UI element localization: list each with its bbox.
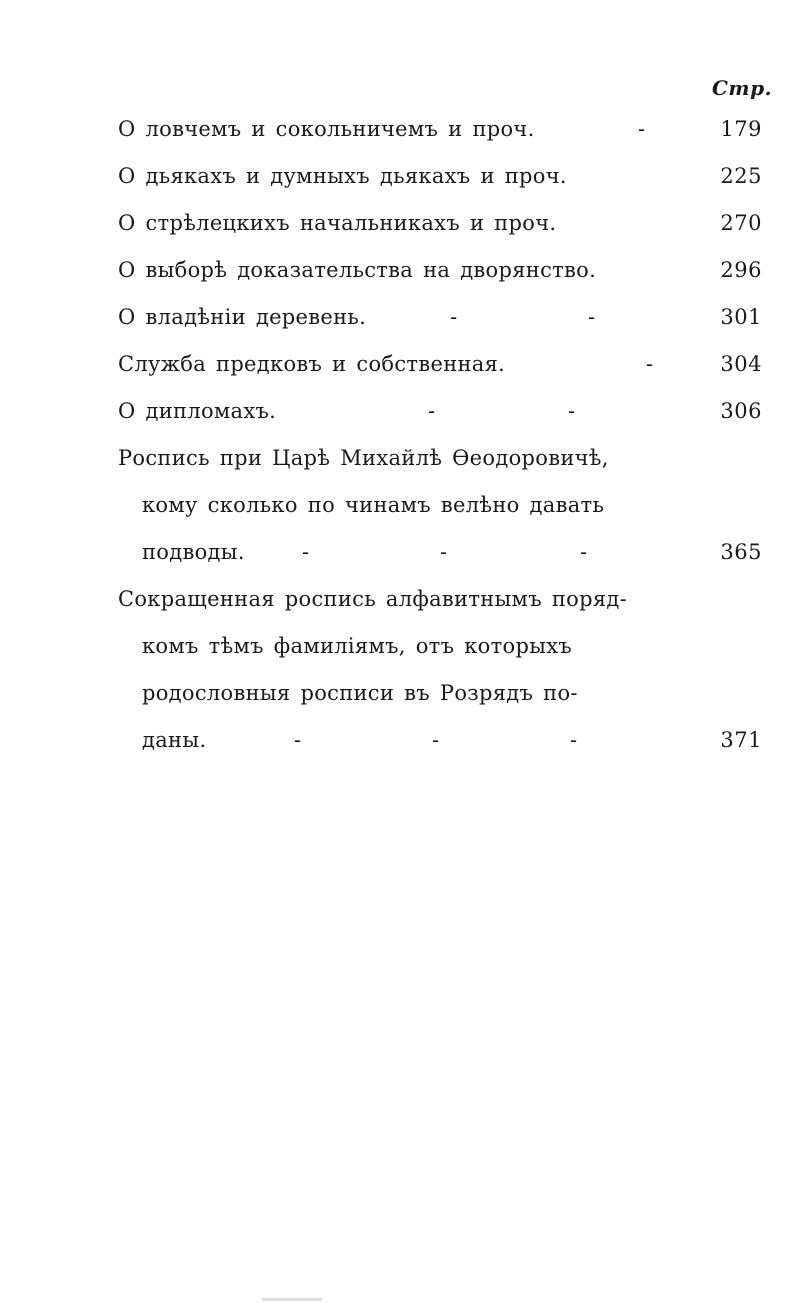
leader-dash: - [450, 305, 458, 329]
leader-dash: - [638, 117, 646, 141]
toc-page-number: 365 [720, 540, 762, 564]
table-of-contents [118, 106, 768, 764]
toc-entry-сокращенная-line-1 [118, 576, 768, 623]
toc-entry-title-continued: кому сколько по чинамъ велѣно давать [142, 493, 605, 517]
leader-dash: - [432, 728, 440, 752]
toc-entry-title-continued: подводы. [142, 540, 245, 564]
leader-dash: - [570, 728, 578, 752]
toc-page-number: 371 [720, 728, 762, 752]
leader-dash: - [440, 540, 448, 564]
leader-dash: - [568, 399, 576, 423]
toc-page-number: 306 [720, 399, 762, 423]
toc-entry-дипломы [118, 388, 768, 435]
toc-entry-title: О стрѣлецкихъ начальникахъ и проч. [118, 211, 557, 235]
leader-dash: - [294, 728, 302, 752]
page-bottom-mark [262, 1298, 322, 1301]
page-column-label: Стр. [712, 76, 773, 100]
leader-dash: - [580, 540, 588, 564]
toc-page-number: 179 [720, 117, 762, 141]
toc-entry-деревни [118, 294, 768, 341]
toc-entry-title: О дьякахъ и думныхъ дьякахъ и проч. [118, 164, 567, 188]
toc-page-number: 296 [720, 258, 762, 282]
toc-entry-дворянство [118, 247, 768, 294]
leader-dash: - [302, 540, 310, 564]
toc-entry-роспись-line-2 [118, 482, 768, 529]
toc-entry-служба [118, 341, 768, 388]
toc-entry-title: Сокращенная роспись алфавитнымъ поряд- [118, 587, 627, 611]
leader-dash: - [588, 305, 596, 329]
toc-entry-title: О ловчемъ и сокольничемъ и проч. [118, 117, 535, 141]
toc-page-number: 225 [720, 164, 762, 188]
toc-entry-title: Роспись при Царѣ Михайлѣ Ѳеодоровичѣ, [118, 446, 609, 470]
toc-entry-стрельцы [118, 200, 768, 247]
toc-entry-title-continued: родословныя росписи въ Розрядъ по- [142, 681, 578, 705]
toc-entry-title: О владѣніи деревень. [118, 305, 367, 329]
toc-entry-сокращенная-line-4 [118, 717, 768, 764]
toc-page-number: 270 [720, 211, 762, 235]
toc-page-number: 304 [720, 352, 762, 376]
toc-entry-title: О дипломахъ. [118, 399, 277, 423]
toc-entry-сокращенная-line-3 [118, 670, 768, 717]
toc-entry-title-continued: даны. [142, 728, 207, 752]
toc-entry-title: Служба предковъ и собственная. [118, 352, 506, 376]
leader-dash: - [428, 399, 436, 423]
toc-entry-дьяки [118, 153, 768, 200]
leader-dash: - [646, 352, 654, 376]
toc-page-number: 301 [720, 305, 762, 329]
toc-entry-роспись-line-3 [118, 529, 768, 576]
toc-entry-title-continued: комъ тѣмъ фамиліямъ, отъ которыхъ [142, 634, 573, 658]
toc-entry-title: О выборѣ доказательства на дворянство. [118, 258, 597, 282]
toc-entry-роспись-line-1 [118, 435, 768, 482]
toc-entry-сокращенная-line-2 [118, 623, 768, 670]
toc-entry-ловчий [118, 106, 768, 153]
